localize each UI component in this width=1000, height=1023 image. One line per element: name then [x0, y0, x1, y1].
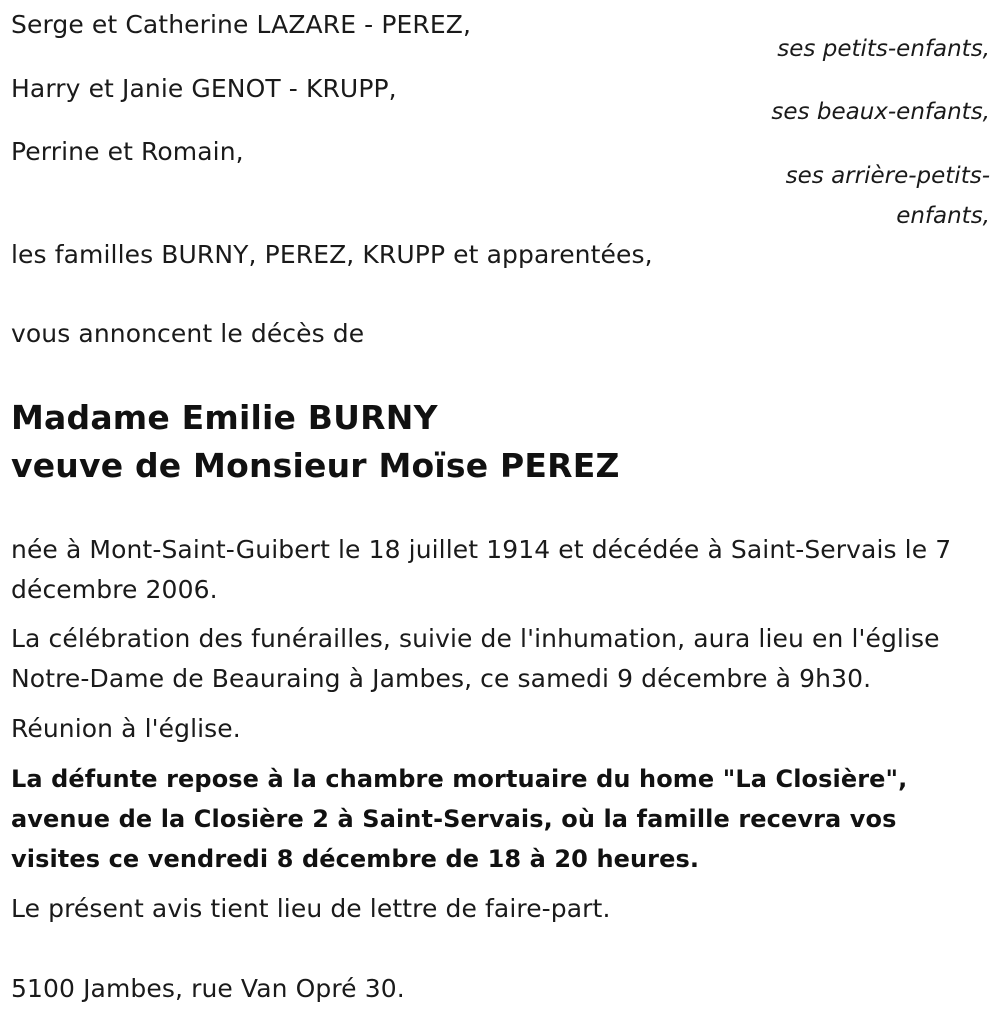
- deceased-spouse: veuve de Monsieur Moïse PEREZ: [11, 446, 620, 485]
- announcer-role-3: ses arrière-petits-enfants,: [785, 163, 990, 229]
- announcer-names-2: Harry et Janie GENOT - KRUPP,: [11, 74, 397, 103]
- notice-paragraph: Le présent avis tient lieu de lettre de faire-part.: [11, 894, 611, 923]
- families-line: les familles BURNY, PEREZ, KRUPP et apparentées,: [11, 240, 653, 269]
- birth-death-paragraph: née à Mont-Saint-Guibert le 18 juillet 1914 et décédée à Saint-Servais le 7 décembre 2006.: [11, 535, 952, 604]
- announcer-role-1: ses petits-enfants,: [777, 36, 990, 62]
- announcer-role-2: ses beaux-enfants,: [771, 99, 990, 125]
- meeting-paragraph: Réunion à l'église.: [11, 714, 241, 743]
- announcer-names-3: Perrine et Romain,: [11, 137, 244, 166]
- address-line: 5100 Jambes, rue Van Opré 30.: [11, 974, 405, 1003]
- deceased-name: Madame Emilie BURNY: [11, 398, 438, 437]
- funeral-paragraph: La célébration des funérailles, suivie de l'inhumation, aura lieu en l'église Notre-Dame de Beauraing à Jambes, ce samedi 9 décembre à 9h30.: [11, 624, 940, 693]
- deceased-name-block: [11, 394, 620, 490]
- announce-line: vous annoncent le décès de: [11, 319, 365, 348]
- announcer-names-1: Serge et Catherine LAZARE - PEREZ,: [11, 10, 472, 39]
- visits-paragraph: La défunte repose à la chambre mortuaire du home "La Closière", avenue de la Closière 2 à Saint-Servais, où la famille recevra vos visites ce vendredi 8 décembre de 18 à 20 heures.: [11, 765, 908, 873]
